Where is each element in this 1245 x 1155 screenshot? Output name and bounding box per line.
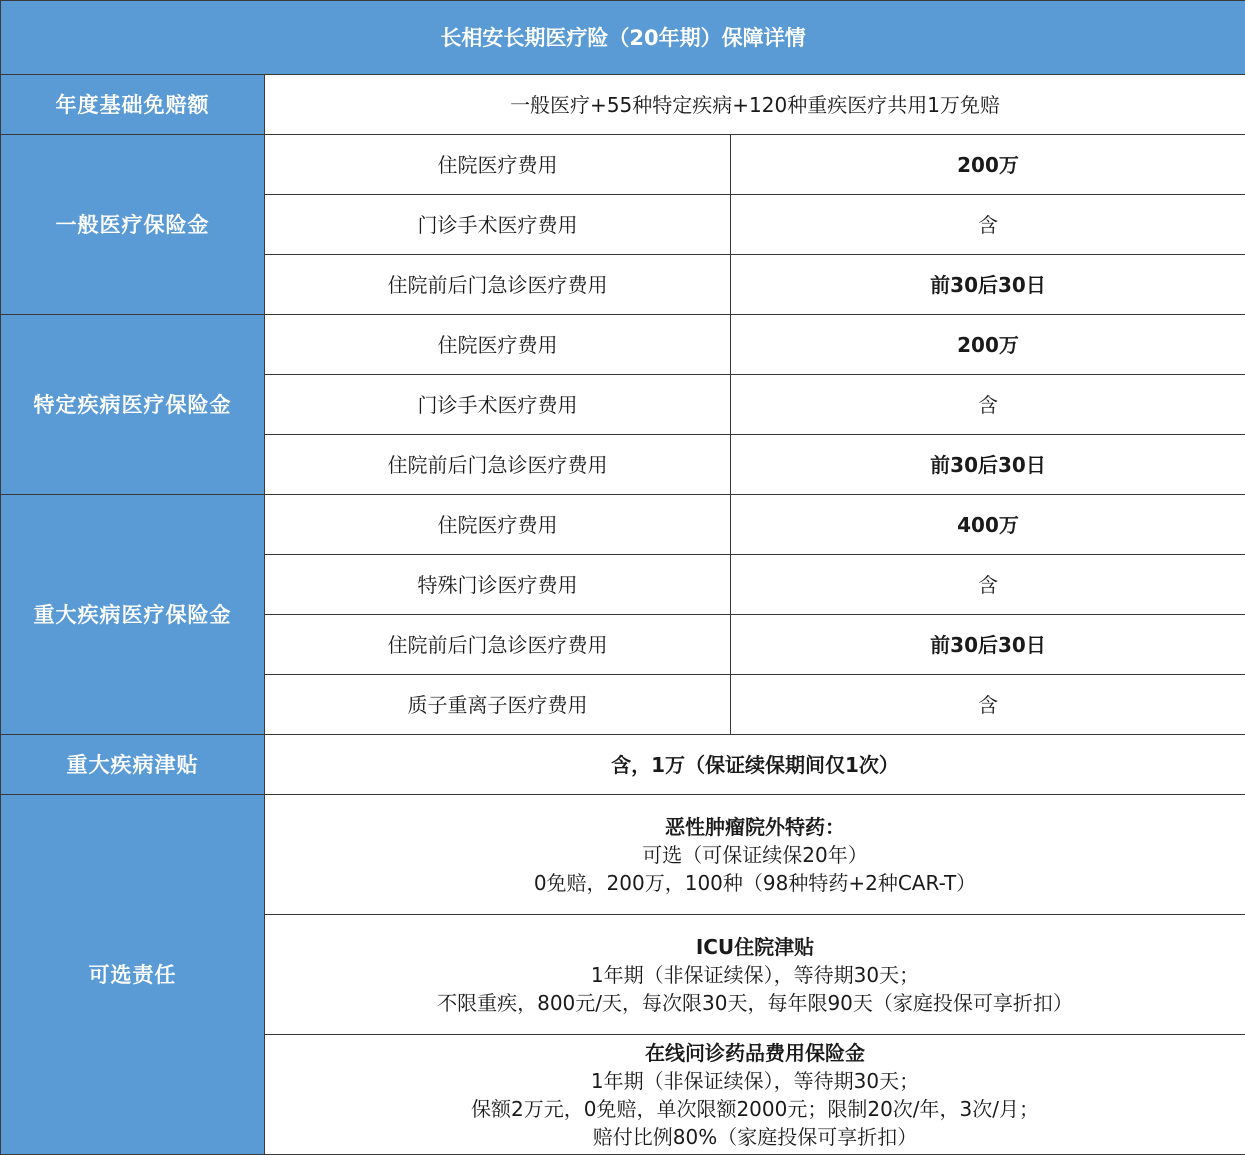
coverage-value: 200万 [731,315,1245,375]
deductible-row [1,75,1245,135]
allowance-label: 重大疾病津贴 [1,735,265,795]
coverage-value: 含 [731,555,1245,615]
optional-item-line: 1年期（非保证续保），等待期30天； [590,1068,920,1093]
optional-item-icu [265,915,1245,1035]
optional-label: 可选责任 [1,795,265,1155]
optional-item-line: 不限重疾，800元/天，每次限30天，每年限90天（家庭投保可享折扣） [437,990,1073,1015]
coverage-item: 住院前后门急诊医疗费用 [265,615,731,675]
optional-item-special-drugs [265,795,1245,915]
coverage-value: 含 [731,375,1245,435]
optional-item-line: 0免赔，200万，100种（98种特药+2种CAR-T） [533,870,977,895]
deductible-label: 年度基础免赔额 [1,75,265,135]
coverage-value: 400万 [731,495,1245,555]
optional-item-title: 在线问诊药品费用保险金 [645,1040,865,1065]
table-row [1,135,1245,195]
optional-item-line: 1年期（非保证续保），等待期30天； [590,962,920,987]
deductible-value: 一般医疗+55种特定疾病+120种重疾医疗共用1万免赔 [265,75,1245,135]
table-row [1,495,1245,555]
coverage-item: 质子重离子医疗费用 [265,675,731,735]
general-medical-label: 一般医疗保险金 [1,135,265,315]
optional-item-line: 保额2万元，0免赔，单次限额2000元；限制20次/年，3次/月； [471,1096,1039,1121]
coverage-value: 前30后30日 [731,255,1245,315]
coverage-item: 住院前后门急诊医疗费用 [265,255,731,315]
coverage-item: 住院医疗费用 [265,135,731,195]
coverage-item: 住院医疗费用 [265,315,731,375]
title-row [1,1,1245,75]
page-title: 长相安长期医疗险（20年期）保障详情 [1,1,1245,75]
coverage-item: 住院医疗费用 [265,495,731,555]
specific-disease-label: 特定疾病医疗保险金 [1,315,265,495]
coverage-item: 门诊手术医疗费用 [265,375,731,435]
optional-item-line: 可选（可保证续保20年） [642,842,868,867]
table-row [1,315,1245,375]
allowance-value: 含，1万（保证续保期间仅1次） [265,735,1245,795]
coverage-value: 200万 [731,135,1245,195]
optional-item-title: ICU住院津贴 [695,934,815,959]
optional-item-title: 恶性肿瘤院外特药： [665,814,845,839]
coverage-value: 含 [731,195,1245,255]
coverage-value: 前30后30日 [731,615,1245,675]
optional-row [1,795,1245,915]
optional-item-line: 赔付比例80%（家庭投保可享折扣） [592,1124,918,1149]
coverage-value: 前30后30日 [731,435,1245,495]
critical-illness-label: 重大疾病医疗保险金 [1,495,265,735]
optional-item-online-consult [265,1035,1245,1155]
allowance-row [1,735,1245,795]
coverage-item: 门诊手术医疗费用 [265,195,731,255]
coverage-item: 住院前后门急诊医疗费用 [265,435,731,495]
coverage-item: 特殊门诊医疗费用 [265,555,731,615]
coverage-value: 含 [731,675,1245,735]
